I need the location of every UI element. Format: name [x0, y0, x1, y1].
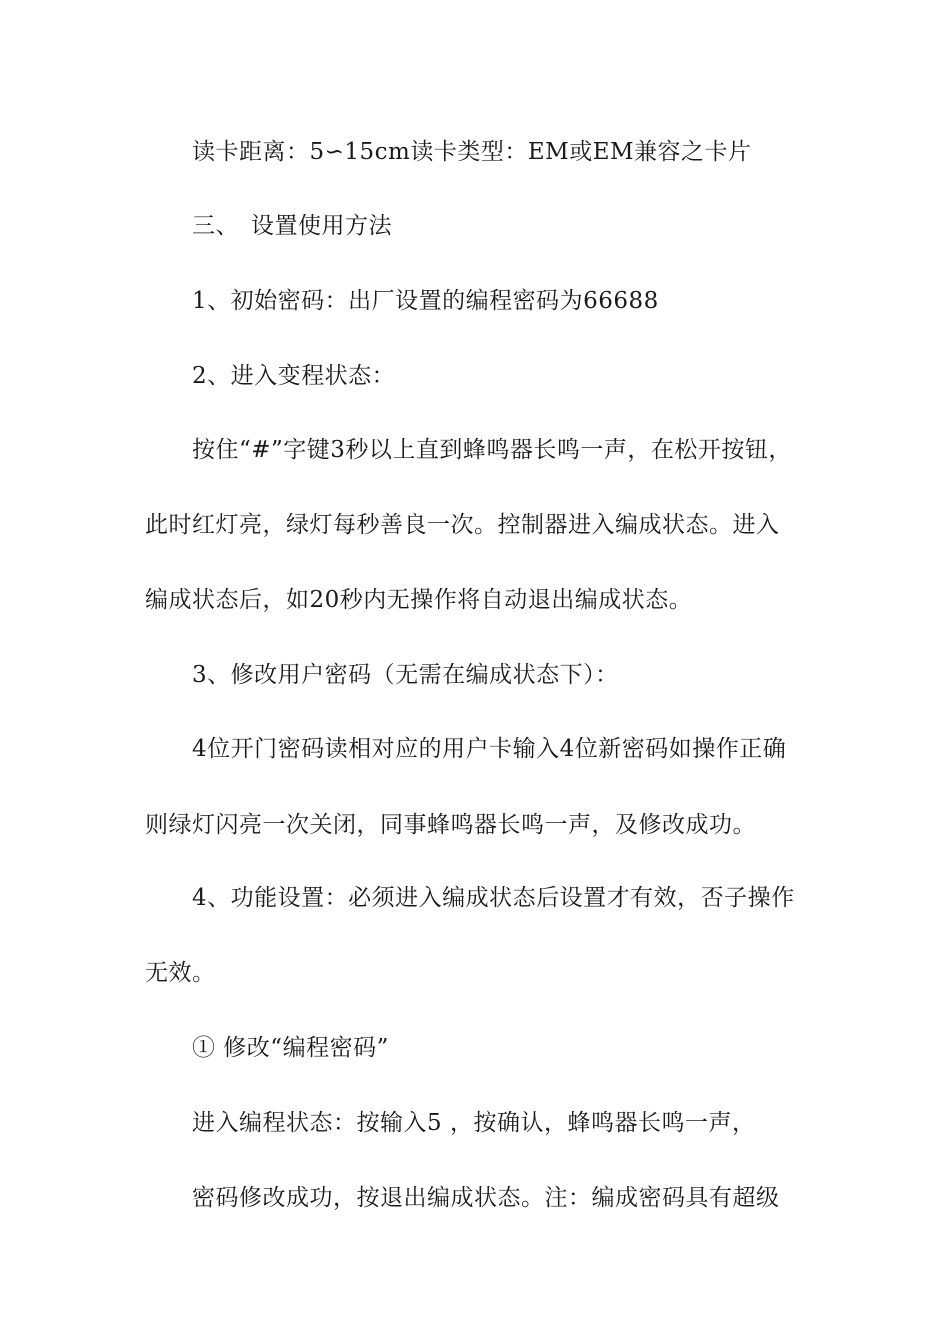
step-3-heading: 3、修改用户密码（无需在编成状态下）：	[192, 662, 619, 688]
paragraph-line: 4位开门密码读相对应的用户卡输入4位新密码如操作正确	[192, 736, 787, 762]
step-4-line: 4、功能设置：必须进入编成状态后设置才有效，否子操作	[192, 885, 795, 911]
paragraph-line: 此时红灯亮，绿灯每秒善良一次。控制器进入编成状态。进入	[145, 512, 780, 538]
paragraph-line: 则绿灯闪亮一次关闭，同事蜂鸣器长鸣一声，及修改成功。	[145, 812, 756, 838]
paragraph-line: 进入编程状态：按输入5 ，按确认，蜂鸣器长鸣一声，	[192, 1110, 756, 1136]
section-heading: 三、 设置使用方法	[192, 213, 392, 239]
paragraph-line: 按住“#”字键3秒以上直到蜂鸣器长鸣一声，在松开按钮，	[192, 437, 792, 463]
paragraph-line: 无效。	[145, 960, 216, 986]
paragraph-line: 编成状态后，如20秒内无操作将自动退出编成状态。	[145, 587, 693, 613]
sub-step-heading: ① 修改“编程密码”	[192, 1035, 389, 1061]
step-1-line: 1、初始密码：出厂设置的编程密码为66688	[192, 288, 659, 314]
reader-spec-line: 读卡距离：5∽15cm读卡类型：EM或EM兼容之卡片	[192, 139, 752, 165]
step-2-heading: 2、进入变程状态：	[192, 363, 396, 389]
paragraph-line: 密码修改成功，按退出编成状态。注：编成密码具有超级	[192, 1185, 780, 1211]
